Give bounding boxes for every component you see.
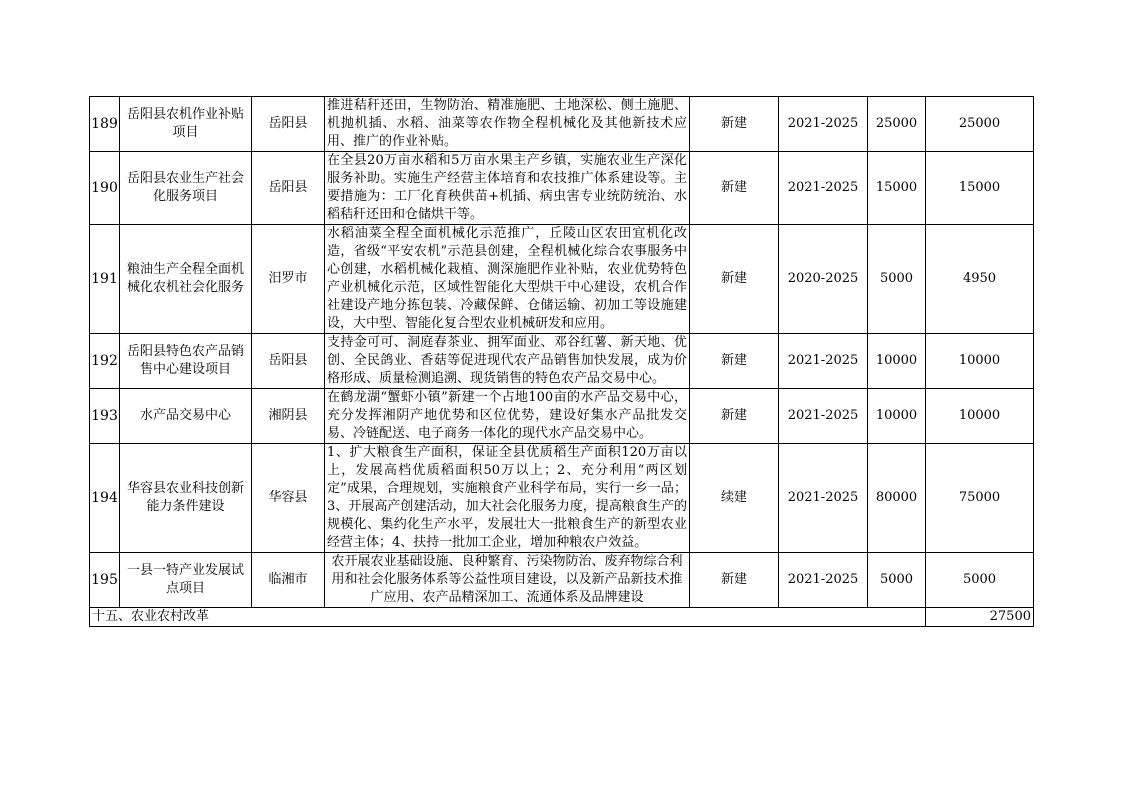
table-row (90, 225, 1034, 334)
construction-type: 新建 (690, 225, 779, 334)
total-investment: 80000 (868, 444, 926, 553)
planned-investment: 25000 (926, 97, 1034, 152)
planned-investment: 75000 (926, 444, 1034, 553)
total-investment: 10000 (868, 334, 926, 389)
construction-period: 2020-2025 (779, 225, 868, 334)
project-location: 岳阳县 (252, 334, 325, 389)
project-location: 华容县 (252, 444, 325, 553)
project-name: 岳阳县农业生产社会化服务项目 (120, 152, 252, 225)
table-row (90, 152, 1034, 225)
project-location: 岳阳县 (252, 97, 325, 152)
total-investment: 5000 (868, 553, 926, 608)
construction-period: 2021-2025 (779, 334, 868, 389)
planned-investment: 15000 (926, 152, 1034, 225)
row-number: 192 (90, 334, 120, 389)
construction-type: 新建 (690, 97, 779, 152)
total-investment: 25000 (868, 97, 926, 152)
project-name: 水产品交易中心 (120, 389, 252, 444)
project-location: 汨罗市 (252, 225, 325, 334)
row-number: 193 (90, 389, 120, 444)
row-number: 194 (90, 444, 120, 553)
project-name: 粮油生产全程全面机械化农机社会化服务 (120, 225, 252, 334)
total-investment: 10000 (868, 389, 926, 444)
construction-period: 2021-2025 (779, 152, 868, 225)
project-description: 在鹤龙湖“蟹虾小镇”新建一个占地100亩的水产品交易中心，充分发挥湘阴产地优势和区位优势，建设好集水产品批发交易、冷链配送、电子商务一体化的现代水产品交易中心。 (325, 389, 690, 444)
section-total: 27500 (926, 608, 1034, 627)
planned-investment: 5000 (926, 553, 1034, 608)
construction-period: 2021-2025 (779, 553, 868, 608)
row-number: 195 (90, 553, 120, 608)
construction-type: 新建 (690, 553, 779, 608)
construction-type: 续建 (690, 444, 779, 553)
project-name: 华容县农业科技创新能力条件建设 (120, 444, 252, 553)
total-investment: 5000 (868, 225, 926, 334)
planned-investment: 10000 (926, 389, 1034, 444)
row-number: 191 (90, 225, 120, 334)
construction-period: 2021-2025 (779, 389, 868, 444)
project-description: 推进秸秆还田，生物防治、精准施肥、土地深松、侧土施肥、机抛机插、水稻、油菜等农作物全程机械化及其他新技术应用、推广的作业补贴。 (325, 97, 690, 152)
project-location: 岳阳县 (252, 152, 325, 225)
project-description: 支持金可可、洞庭春茶业、拥军面业、邓谷红薯、新天地、优创、全民鸽业、香菇等促进现代农产品销售加快发展，成为价格形成、质量检测追溯、现货销售的特色农产品交易中心。 (325, 334, 690, 389)
section-title: 十五、农业农村改革 (90, 608, 926, 627)
construction-type: 新建 (690, 152, 779, 225)
project-name: 岳阳县农机作业补贴项目 (120, 97, 252, 152)
project-description: 1、扩大粮食生产面积，保证全县优质稻生产面积120万亩以上，发展高档优质稻面积50万以上；2、充分利用“两区划定”成果，合理规划，实施粮食产业科学布局，实行一乡一品；3、开展高产创建活动，加大社会化服务力度，提高粮食生产的规模化、集约化生产水平，发展壮大一批粮食生产的新型农业经营主体；4、扶持一批加工企业，增加种粮农户效益。 (325, 444, 690, 553)
planned-investment: 4950 (926, 225, 1034, 334)
project-location: 临湘市 (252, 553, 325, 608)
planned-investment: 10000 (926, 334, 1034, 389)
table-row (90, 389, 1034, 444)
project-description: 农开展农业基础设施、良种繁育、污染物防治、废弃物综合利用和社会化服务体系等公益性项目建设，以及新产品新技术推广应用、农产品精深加工、流通体系及品牌建设 (325, 553, 690, 608)
row-number: 190 (90, 152, 120, 225)
row-number: 189 (90, 97, 120, 152)
project-name: 一县一特产业发展试点项目 (120, 553, 252, 608)
table-row (90, 444, 1034, 553)
construction-period: 2021-2025 (779, 97, 868, 152)
total-investment: 15000 (868, 152, 926, 225)
project-name: 岳阳县特色农产品销售中心建设项目 (120, 334, 252, 389)
table-row (90, 553, 1034, 608)
project-table (89, 96, 1034, 627)
project-location: 湘阴县 (252, 389, 325, 444)
construction-period: 2021-2025 (779, 444, 868, 553)
table-row (90, 334, 1034, 389)
construction-type: 新建 (690, 334, 779, 389)
project-description: 在全县20万亩水稻和5万亩水果主产乡镇，实施农业生产深化服务补助。实施生产经营主体培育和农技推广体系建设等。主要措施为：工厂化育秧供苗+机插、病虫害专业统防统治、水稻秸秆还田和仓储烘干等。 (325, 152, 690, 225)
construction-type: 新建 (690, 389, 779, 444)
section-subtotal-row (90, 608, 1034, 627)
project-description: 水稻油菜全程全面机械化示范推广，丘陵山区农田宜机化改造，省级“平安农机”示范县创建，全程机械化综合农事服务中心创建，水稻机械化栽植、测深施肥作业补贴，农业优势特色产业机械化示范，区域性智能化大型烘干中心建设，农机合作社建设产地分拣包装、冷藏保鲜、仓储运输、初加工等设施建设，大中型、智能化复合型农业机械研发和应用。 (325, 225, 690, 334)
table-row (90, 97, 1034, 152)
